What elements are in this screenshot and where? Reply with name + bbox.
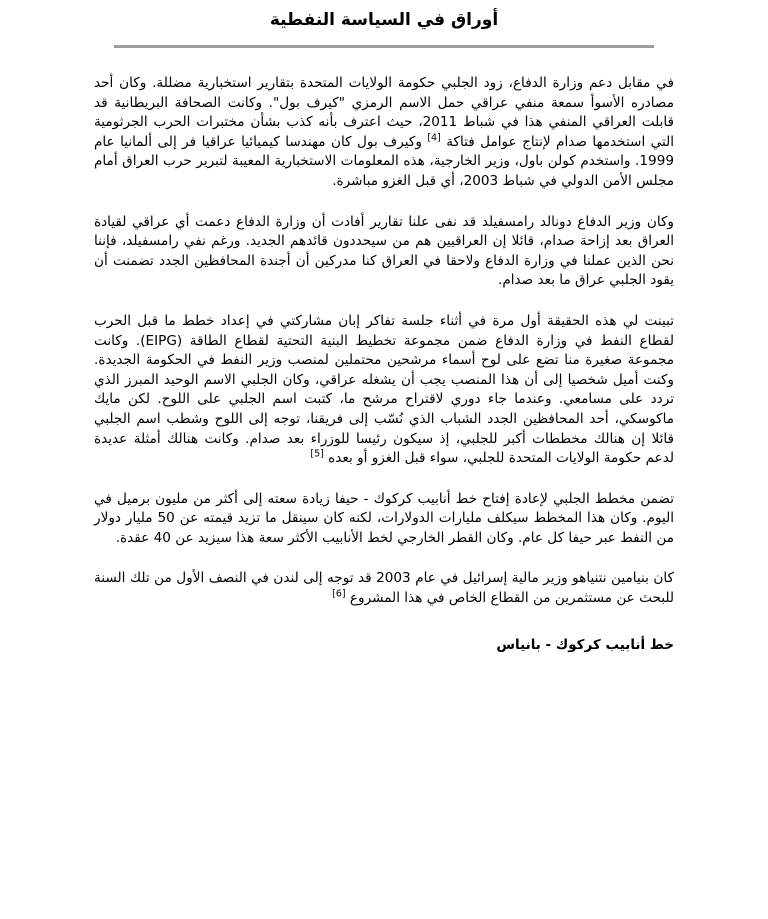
footnote-ref: [4] xyxy=(427,132,441,144)
paragraph xyxy=(94,74,674,192)
paragraph-text: كان بنيامين نتنياهو وزير مالية إسرائيل في عام 2003 قد توجه إلى لندن في النصف الأول من تلك السنة للبحث عن مستثمرين من القطاع الخاص في هذا المشروع xyxy=(94,570,674,607)
paragraph-text: تضمن مخطط الجلبي لإعادة إفتاح خط أنابيب كركوك - حيفا زيادة سعته إلى أكثر من مليون برميل في اليوم. وكان هذا المخطط سيكلف مليارات الدولارات، لكنه كان سينقل ما تزيد قيمته عن 50 مليار دولار من النفط عبر حيفا كل عام. وكان القطر الخارجي لخط الأنابيب الأكثر سعة هذا سيزيد عن 40 عقدة. xyxy=(94,490,675,546)
paragraph-text: وكيرف بول كان مهندسا كيميائيا عراقيا فر إلى ألمانيا عام 1999. واستخدم كولن باول، وزير الخارجية، هذه المعلومات الاستخبارية المعيبة لتبرير حرب العراق أمام مجلس الأمن الدولي في شباط 2003، أي قبل الغزو مباشرة. xyxy=(94,133,674,189)
paragraph-text: تبينت لي هذه الحقيقة أول مرة في أثناء جلسة تفاكر إبان مشاركتي في إعداد خطط ما قبل الحرب لقطاع النفط في وزارة الدفاع ضمن مجموعة تخطيط البنية التحتية لقطاع الطاقة (EIPG). وكانت مجموعة صغيرة منا تضع على لوح أسماء مرشحين محتملين لمنصب وزير النفط في الحكومة الجديدة. وكنت أميل شخصيا إلى أن هذا المنصب يجب أن يشغله عراقي، وكان الجلبي الاسم الوحيد المبرز الذي تردد على مسامعي. وعندما جاء دوري لاقتراح مرشح ما، كتبت اسم الجلبي على اللوح. لكن مايك ماكوسكي، أحد المحافظين الجدد الشباب الذي نُسّب إلى فريقنا، توجه إلى اللوح وشطب اسم الجلبي قائلا إن هنالك مخططات أكبر للجلبي، إذ سيكون رئيسا للوزراء بعد صدام. وكانت هنالك أمثلة عديدة لدعم حكومة الولايات المتحدة للجلبي، سواء قبل الغزو أو بعده xyxy=(94,312,674,467)
paragraph-text: وكان وزير الدفاع دونالد رامسفيلد قد نفى علنا تقارير أفادت أن وزارة الدفاع دعمت أي عراقي لقيادة العراق بعد إزاحة صدام، قائلا إن العراقيين هم من سيحددون قائدهم الجديد. ورغم نفي رامسفيلد، فإننا نحن الذين عملنا في وزارة الدفاع ولاحقا في العراق كنا مدركين أن أجندة المحافظين الجدد تضمنت أن يقود الجلبي عراق ما بعد صدام. xyxy=(94,213,674,289)
footnote-ref: [6] xyxy=(332,588,346,600)
paragraph-text: في مقابل دعم وزارة الدفاع، زود الجلبي حكومة الولايات المتحدة بتقارير استخبارية مضللة. وكان أحد مصادره الأسوأ سمعة منفي عراقي حمل الاسم الرمزي "كيرف بول". وكانت الصحافة البريطانية قد قابلت العراقي المنفي هذا في شباط 2011، حيث اعترف بأنه كذب بشأن مختبرات الحرب الجرثومية التي استخدمها صدام لإنتاج عوامل فتاكة xyxy=(94,75,675,150)
section-heading: خط أنابيب كركوك - بانياس xyxy=(496,636,674,653)
document-body xyxy=(94,74,674,609)
paragraph xyxy=(94,569,674,608)
paragraph xyxy=(94,213,674,291)
paragraph xyxy=(94,490,674,549)
title-divider xyxy=(114,45,654,48)
paragraph xyxy=(94,312,674,469)
page-title: أوراق في السياسة النفطية xyxy=(269,10,499,30)
footnote-ref: [5] xyxy=(310,448,324,460)
